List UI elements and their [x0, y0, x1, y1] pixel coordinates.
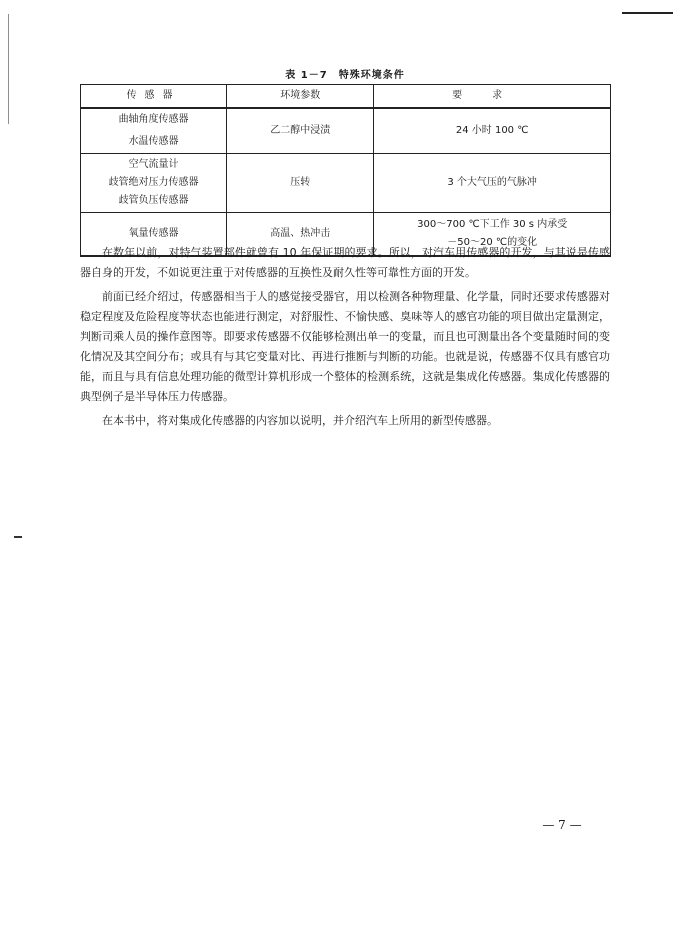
requirement-text: －50～20 ℃的变化 [447, 237, 538, 248]
table-header-row [81, 85, 611, 109]
paragraph: 在本书中，将对集成化传感器的内容加以说明，并介绍汽车上所用的新型传感器。 [102, 414, 498, 427]
header-environment: 环境参数 [227, 85, 374, 109]
sensor-name: 水温传感器 [128, 136, 179, 147]
requirement-text: 3 个大气压的气脉冲 [447, 177, 537, 188]
header-requirement: 要求 [374, 85, 611, 109]
sensor-name: 氧量传感器 [128, 228, 179, 239]
requirement-cell [374, 154, 611, 213]
scan-mark [14, 536, 22, 538]
body-text [80, 243, 610, 435]
sensor-name: 歧管绝对压力传感器 [108, 177, 199, 188]
requirement-text: 24 小时 100 ℃ [455, 125, 529, 136]
environment-cell: 乙二醇中浸渍 [227, 108, 374, 154]
requirement-cell [374, 108, 611, 154]
table-title: 表 1－7 特殊环境条件 [285, 70, 405, 81]
table-row [81, 108, 611, 154]
scan-edge-shadow [8, 14, 9, 124]
paragraph: 在数年以前，对特气装置部件就曾有 10 年保证期的要求。所以，对汽车用传感器的开发，与其说是传感器自身的开发，不如说更注重于对传感器的互换性及耐久性等可靠性方面的开发。 [80, 246, 610, 279]
environment-cell: 压转 [227, 154, 374, 213]
header-sensor: 传感器 [81, 85, 227, 109]
page-number: — 7 — [542, 818, 582, 832]
environment-cell: 高温、热冲击 [227, 213, 374, 257]
sensor-name: 曲轴角度传感器 [118, 114, 189, 125]
sensor-name: 歧管负压传感器 [118, 195, 189, 206]
sensor-name: 空气流量计 [128, 159, 179, 170]
table-row [81, 154, 611, 213]
environment-conditions-table [80, 84, 611, 257]
scan-edge-line [622, 12, 673, 14]
requirement-text: 300～700 ℃下工作 30 s 内承受 [417, 219, 568, 230]
sensor-cell [81, 108, 227, 154]
paragraph: 前面已经介绍过，传感器相当于人的感觉接受器官，用以检测各种物理量、化学量，同时还要求传感器对稳定程度及危险程度等状态也能进行测定，对舒服性、不愉快感、臭味等人的感官功能的项目做出定量测定，判断司乘人员的操作意图等。即要求传感器不仅能够检测出单一的变量，而且也可测量出各个变量随时间的变化情况及其空间分布；或具有与其它变量对比、再进行推断与判断的功能。也就是说，传感器不仅具有感官功能，而且与具有信息处理功能的微型计算机形成一个整体的检测系统，这就是集成化传感器。集成化传感器的典型例子是半导体压力传感器。 [80, 290, 610, 403]
sensor-cell [81, 154, 227, 213]
